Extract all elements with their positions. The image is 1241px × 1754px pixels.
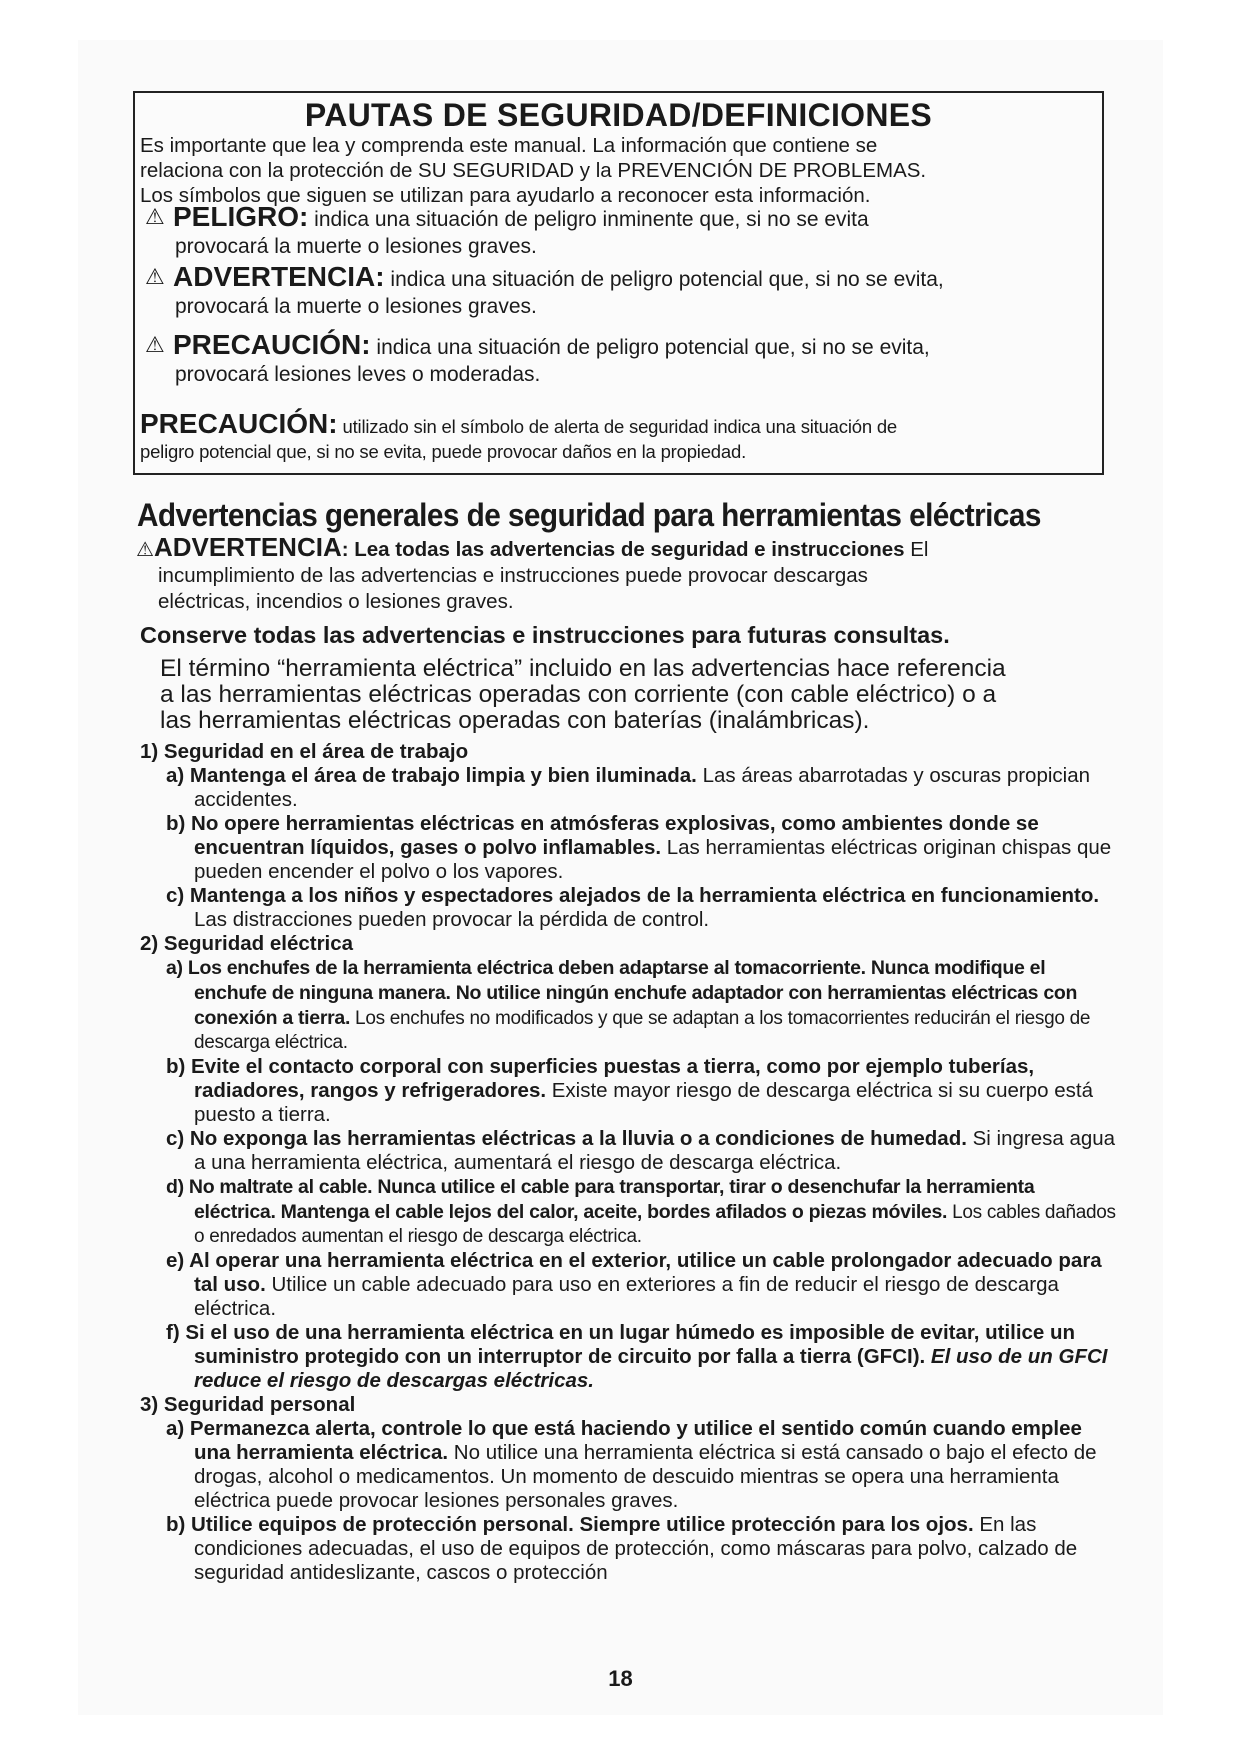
general-warning [136, 534, 1136, 563]
caution-text-cont: peligro potencial que, si no se evita, puede provocar daños en la propiedad. [140, 441, 747, 462]
hazard-text-cont: provocará lesiones leves o moderadas. [175, 363, 541, 386]
list-item [140, 1513, 1120, 1585]
hazard-text: indica una situación de peligro potencial que, si no se evita, [370, 336, 930, 359]
hazard-text: indica una situación de peligro potencial que, si no se evita, [384, 268, 944, 291]
item-text: Existe mayor riesgo de descarga eléctrica si su cuerpo está puesto a tierra. [194, 1079, 1093, 1126]
safety-definitions-box [133, 91, 1104, 475]
box-title: PAUTAS DE SEGURIDAD/DEFINICIONES [304, 97, 933, 133]
caution-keyword: PRECAUCIÓN: [140, 408, 338, 439]
item-bold: e) Al operar una herramienta eléctrica en el exterior, utilice un cable prolongador adecuado para tal uso. [166, 1249, 1102, 1296]
caution-text: utilizado sin el símbolo de alerta de seguridad indica una situación de [337, 416, 898, 437]
item-bold: c) No exponga las herramientas eléctricas a la lluvia o a condiciones de humedad. [166, 1127, 967, 1150]
section-heading-personal: 3) Seguridad personal [140, 1393, 356, 1416]
list-item [140, 1175, 1120, 1249]
item-bold: b) No opere herramientas eléctricas en atmósferas explosivas, como ambientes donde se encuentran líquidos, gases o polvo inflamables. [166, 812, 1039, 859]
warning-triangle-icon: ⚠ [145, 332, 165, 357]
warning-cont-line: incumplimiento de las advertencias e instrucciones puede provocar descargas [158, 564, 868, 587]
list-item [140, 812, 1120, 884]
conserve-instructions: Conserve todas las advertencias e instrucciones para futuras consultas. [140, 622, 950, 648]
item-text: Las herramientas eléctricas originan chispas que pueden encender el polvo o los vapores. [194, 836, 1112, 883]
item-text: Si ingresa agua a una herramienta eléctrica, aumentará el riesgo de descarga eléctrica. [194, 1127, 1116, 1174]
warning-triangle-icon: ⚠ [145, 204, 165, 229]
safety-list [140, 740, 1120, 1585]
item-text: Utilice un cable adecuado para uso en exteriores a fin de reducir el riesgo de descarga eléctrica. [194, 1273, 1059, 1320]
item-text: Las distracciones pueden provocar la pérdida de control. [194, 908, 710, 931]
warning-keyword: ADVERTENCIA [153, 532, 342, 562]
list-item [140, 1321, 1120, 1393]
list-item [140, 1249, 1120, 1321]
item-bold: b) Evite el contacto corporal con superficies puestas a tierra, como por ejemplo tuberías, radiadores, rangos y refrigeradores. [166, 1055, 1035, 1102]
caution-no-symbol [140, 408, 1090, 464]
list-item [140, 1417, 1120, 1513]
item-text: No utilice una herramienta eléctrica si está cansado o bajo el efecto de drogas, alcohol o medicamentos. Un momento de descuido mientras se opera una herramienta eléctrica puede provocar lesiones personales graves. [194, 1441, 1097, 1512]
warning-text: El [904, 538, 929, 561]
term-line: El término “herramienta eléctrica” incluido en las advertencias hace referencia [160, 655, 1006, 682]
warning-bold-text: : Lea todas las advertencias de seguridad e instrucciones [341, 538, 905, 561]
item-text: Los enchufes no modificados y que se adaptan a los tomacorrientes reducirán el riesgo de descarga eléctrica. [194, 1008, 1091, 1053]
item-bold: a) Los enchufes de la herramienta eléctrica deben adaptarse al tomacorriente. Nunca modifique el enchufe de ninguna manera. No utilice ningún enchufe adaptador con herramientas eléctricas con conexión a tierra. [166, 957, 1078, 1029]
hazard-advertencia [145, 263, 1095, 320]
list-item [140, 1055, 1120, 1127]
list-item [140, 1127, 1120, 1175]
list-item [140, 764, 1120, 812]
item-bold: a) Permanezca alerta, controle lo que está haciendo y utilice el sentido común cuando emplee una herramienta eléctrica. [166, 1417, 1082, 1464]
warning-triangle-icon: ⚠ [145, 264, 165, 289]
hazard-keyword: PRECAUCIÓN: [173, 329, 371, 360]
warning-cont-line: eléctricas, incendios o lesiones graves. [158, 590, 514, 613]
item-text: Las áreas abarrotadas y oscuras propician accidentes. [194, 764, 1091, 811]
intro-line: relaciona con la protección de SU SEGURIDAD y la PREVENCIÓN DE PROBLEMAS. [140, 159, 927, 182]
page-number: 18 [608, 1666, 633, 1691]
box-intro [140, 133, 1090, 208]
hazard-text-cont: provocará la muerte o lesiones graves. [175, 235, 537, 258]
item-italic: El uso de un GFCI reduce el riesgo de descargas eléctricas. [194, 1345, 1108, 1392]
hazard-keyword: ADVERTENCIA: [173, 261, 385, 292]
item-bold: c) Mantenga a los niños y espectadores alejados de la herramienta eléctrica en funcionamiento. [166, 884, 1100, 907]
item-bold: d) No maltrate al cable. Nunca utilice el cable para transportar, tirar o desenchufar la herramienta eléctrica. Mantenga el cable lejos del calor, aceite, bordes afilados o piezas móviles. [166, 1176, 1035, 1223]
section-title: Advertencias generales de seguridad para herramientas eléctricas [137, 497, 1041, 533]
term-line: a las herramientas eléctricas operadas con corriente (con cable eléctrico) o a [160, 681, 997, 708]
hazard-keyword: PELIGRO: [173, 201, 309, 232]
term-definition [160, 656, 1120, 734]
intro-line: Es importante que lea y comprenda este manual. La información que contiene se [140, 134, 878, 157]
hazard-text: indica una situación de peligro inminente que, si no se evita [308, 208, 869, 231]
item-bold: a) Mantenga el área de trabajo limpia y bien iluminada. [166, 764, 697, 787]
list-item [140, 956, 1120, 1055]
hazard-precaucion [145, 331, 1095, 388]
list-item [140, 884, 1120, 932]
intro-line: Los símbolos que siguen se utilizan para ayudarlo a reconocer esta información. [140, 184, 871, 207]
warning-triangle-icon: ⚠ [136, 539, 154, 561]
term-line: las herramientas eléctricas operadas con baterías (inalámbricas). [160, 707, 870, 734]
item-bold: f) Si el uso de una herramienta eléctrica en un lugar húmedo es imposible de evitar, utilice un suministro protegido con un interruptor de circuito por falla a tierra (GFCI). [166, 1321, 1076, 1368]
item-text: Los cables dañados o enredados aumentan el riesgo de descarga eléctrica. [194, 1202, 1116, 1247]
item-text: En las condiciones adecuadas, el uso de equipos de protección, como máscaras para polvo, calzado de seguridad antideslizante, cascos o protección [194, 1513, 1078, 1584]
general-warning-cont [158, 563, 1118, 615]
section-heading-work-area: 1) Seguridad en el área de trabajo [140, 740, 469, 763]
section-heading-electrical: 2) Seguridad eléctrica [140, 932, 354, 955]
item-bold: b) Utilice equipos de protección personal. Siempre utilice protección para los ojos. [166, 1513, 974, 1536]
hazard-peligro [145, 203, 1095, 260]
hazard-text-cont: provocará la muerte o lesiones graves. [175, 295, 537, 318]
